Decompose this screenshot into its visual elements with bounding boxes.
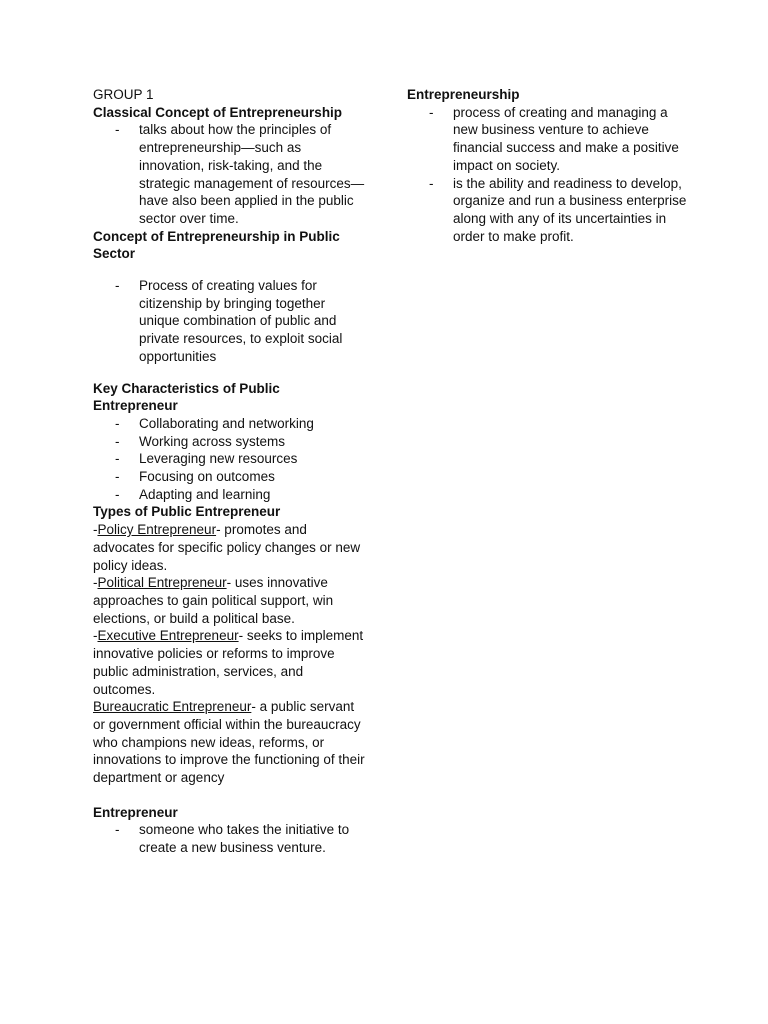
list-item-text: Leveraging new resources — [139, 451, 298, 467]
list-item-text: Focusing on outcomes — [139, 469, 275, 485]
classical-concept-list — [93, 121, 368, 227]
entrepreneurship-heading: Entrepreneurship — [407, 87, 520, 102]
entrepreneurship-list — [407, 104, 687, 246]
type-prefix: - — [93, 628, 98, 644]
dash-bullet: - — [115, 433, 120, 449]
dash-bullet: - — [115, 486, 120, 502]
list-item-text: Working across systems — [139, 433, 286, 449]
left-column — [93, 86, 368, 857]
type-term: Policy Entrepreneur — [97, 522, 217, 538]
right-column — [407, 86, 687, 245]
public-sector-concept-heading: Concept of Entrepreneurship in Public Sector — [93, 228, 340, 262]
entrepreneur-heading: Entrepreneur — [93, 804, 178, 820]
classical-concept-heading: Classical Concept of Entrepreneurship — [93, 104, 343, 120]
type-entry-political — [93, 574, 368, 627]
entrepreneur-list — [93, 821, 368, 856]
dash-bullet: - — [429, 104, 434, 120]
type-description: - promotes and advocates for specific policy changes or new policy ideas. — [93, 522, 361, 573]
dash-bullet: - — [115, 469, 120, 485]
dash-bullet: - — [115, 122, 120, 138]
dash-bullet: - — [115, 451, 120, 467]
list-item — [407, 104, 687, 175]
list-item-text: Adapting and learning — [139, 486, 271, 502]
list-item — [407, 175, 687, 246]
public-sector-concept-list — [93, 277, 368, 366]
dash-bullet: - — [115, 415, 120, 431]
dash-bullet: - — [115, 278, 120, 294]
type-prefix: - — [93, 522, 98, 538]
key-characteristics-heading: Key Characteristics of Public Entrepreneur — [93, 380, 280, 414]
list-item-text: Process of creating values for citizenship by bringing together unique combination of public and private resources, to exploit social opportunities — [139, 278, 343, 364]
type-term: Bureaucratic Entrepreneur — [93, 699, 252, 715]
list-item — [93, 277, 368, 366]
group-title: GROUP 1 — [93, 87, 154, 102]
type-description: - a public servant or government official within the bureaucracy who champions new ideas, reforms, or innovations to improve the functioning of their department or agency — [93, 699, 365, 786]
dash-bullet: - — [429, 175, 434, 191]
list-item-text: is the ability and readiness to develop, organize and run a business enterprise along with any of its uncertainties in order to make profit. — [453, 175, 687, 244]
list-item — [93, 415, 368, 433]
list-item — [93, 486, 368, 504]
list-item-text: talks about how the principles of entrepreneurship—such as innovation, risk-taking, and the strategic management of resources—have also been applied in the public sector over time. — [139, 122, 365, 226]
list-item-text: Collaborating and networking — [139, 415, 314, 431]
list-item — [93, 121, 368, 227]
type-entry-executive — [93, 627, 368, 698]
list-item — [93, 450, 368, 468]
type-entry-policy — [93, 521, 368, 574]
list-item — [93, 433, 368, 451]
key-characteristics-list — [93, 415, 368, 504]
list-item — [93, 821, 368, 856]
type-term: Executive Entrepreneur — [97, 628, 239, 644]
dash-bullet: - — [115, 822, 120, 838]
list-item — [93, 468, 368, 486]
list-item-text: process of creating and managing a new business venture to achieve financial success and make a positive impact on society. — [453, 104, 679, 173]
type-description: - uses innovative approaches to gain political support, win elections, or build a political base. — [93, 575, 334, 626]
type-description: - seeks to implement innovative policies or reforms to improve public administration, services, and outcomes. — [93, 628, 364, 697]
type-term: Political Entrepreneur — [97, 575, 227, 591]
type-prefix: - — [93, 575, 98, 591]
list-item-text: someone who takes the initiative to create a new business venture. — [139, 822, 350, 856]
type-entry-bureaucratic — [93, 698, 368, 787]
types-heading: Types of Public Entrepreneur — [93, 504, 281, 520]
